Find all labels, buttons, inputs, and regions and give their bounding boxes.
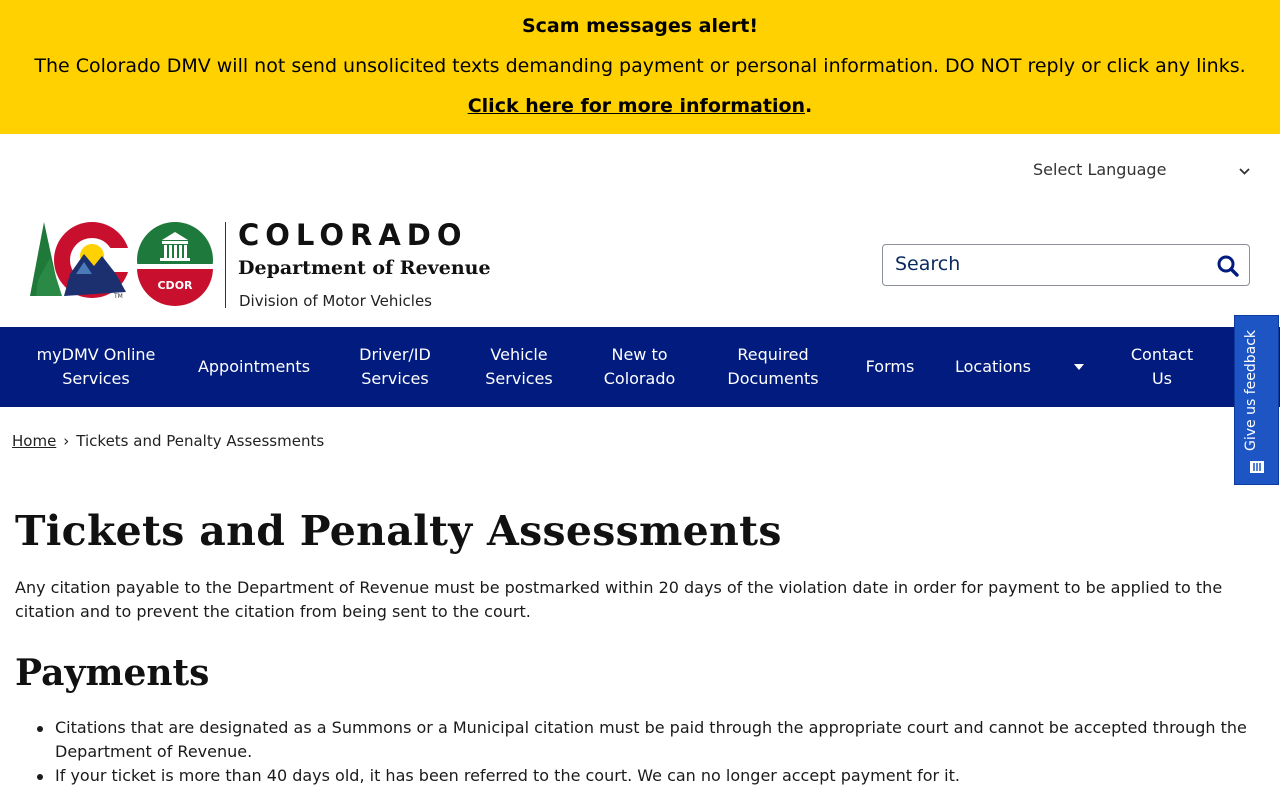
logo-wordmark: COLORADO <box>238 218 468 252</box>
logo-tm: TM <box>114 293 123 300</box>
nav-item-driver-id[interactable]: Driver/ID Services <box>359 345 431 388</box>
language-select-label: Select Language <box>1033 160 1167 179</box>
search-input[interactable] <box>895 253 1195 275</box>
feedback-tab[interactable] <box>1234 315 1279 485</box>
site-logo[interactable] <box>28 218 498 314</box>
list-item: If your ticket is more than 40 days old, it has been referred to the court. We can no longer accept payment for it. <box>55 764 1260 788</box>
nav-item-required-documents[interactable]: Required Documents <box>727 345 819 388</box>
language-select[interactable] <box>1033 160 1253 179</box>
logo-divider <box>225 222 226 308</box>
colorado-cdor-logo-icon <box>28 218 228 314</box>
nav-item-forms[interactable]: Forms <box>865 357 915 376</box>
intro-paragraph: Any citation payable to the Department of Revenue must be postmarked within 20 days of the violation date in order for payment to be applied to the citation and to prevent the citation from being sent to the court. <box>15 578 1223 621</box>
nav-item-mydmv[interactable]: myDMV Online Services <box>36 345 156 388</box>
nav-item-vehicle[interactable]: Vehicle Services <box>485 345 553 388</box>
alert-link-row <box>0 95 1280 117</box>
scam-alert-banner <box>0 0 1280 134</box>
feedback-label: Give us feedback <box>1243 329 1259 451</box>
breadcrumb-separator: › <box>63 432 70 450</box>
logo-division: Division of Motor Vehicles <box>239 292 432 310</box>
alert-link-suffix: . <box>805 95 813 117</box>
feedback-icon <box>1249 459 1265 473</box>
breadcrumb-home-link[interactable]: Home <box>12 432 57 450</box>
nav-item-locations[interactable]: Locations <box>954 357 1031 376</box>
alert-title: Scam messages alert! <box>521 15 759 37</box>
breadcrumb <box>12 432 324 450</box>
alert-message: The Colorado DMV will not send unsolicited texts demanding payment or personal information. DO NOT reply or click any links. <box>34 55 1246 77</box>
search-box <box>882 244 1250 286</box>
list-item: Citations that are designated as a Summons or a Municipal citation must be paid through the appropriate court and cannot be accepted through the Department of Revenue. <box>55 716 1260 764</box>
search-icon[interactable] <box>1215 253 1241 279</box>
page-title: Tickets and Penalty Assessments <box>15 507 782 555</box>
main-nav <box>0 327 1280 407</box>
chevron-down-icon[interactable] <box>1073 327 1085 407</box>
more-info-link[interactable]: Click here for more information <box>467 95 806 117</box>
breadcrumb-current: Tickets and Penalty Assessments <box>76 432 325 450</box>
payments-list <box>55 716 1260 788</box>
nav-item-new-to-colorado[interactable]: New to Colorado <box>603 345 676 388</box>
chevron-down-icon <box>1239 160 1250 186</box>
payments-heading: Payments <box>15 652 210 694</box>
logo-department: Department of Revenue <box>238 257 491 279</box>
logo-badge-text: CDOR <box>157 279 193 292</box>
nav-item-contact-us[interactable]: Contact Us <box>1130 345 1194 388</box>
nav-item-appointments[interactable]: Appointments <box>197 357 311 376</box>
